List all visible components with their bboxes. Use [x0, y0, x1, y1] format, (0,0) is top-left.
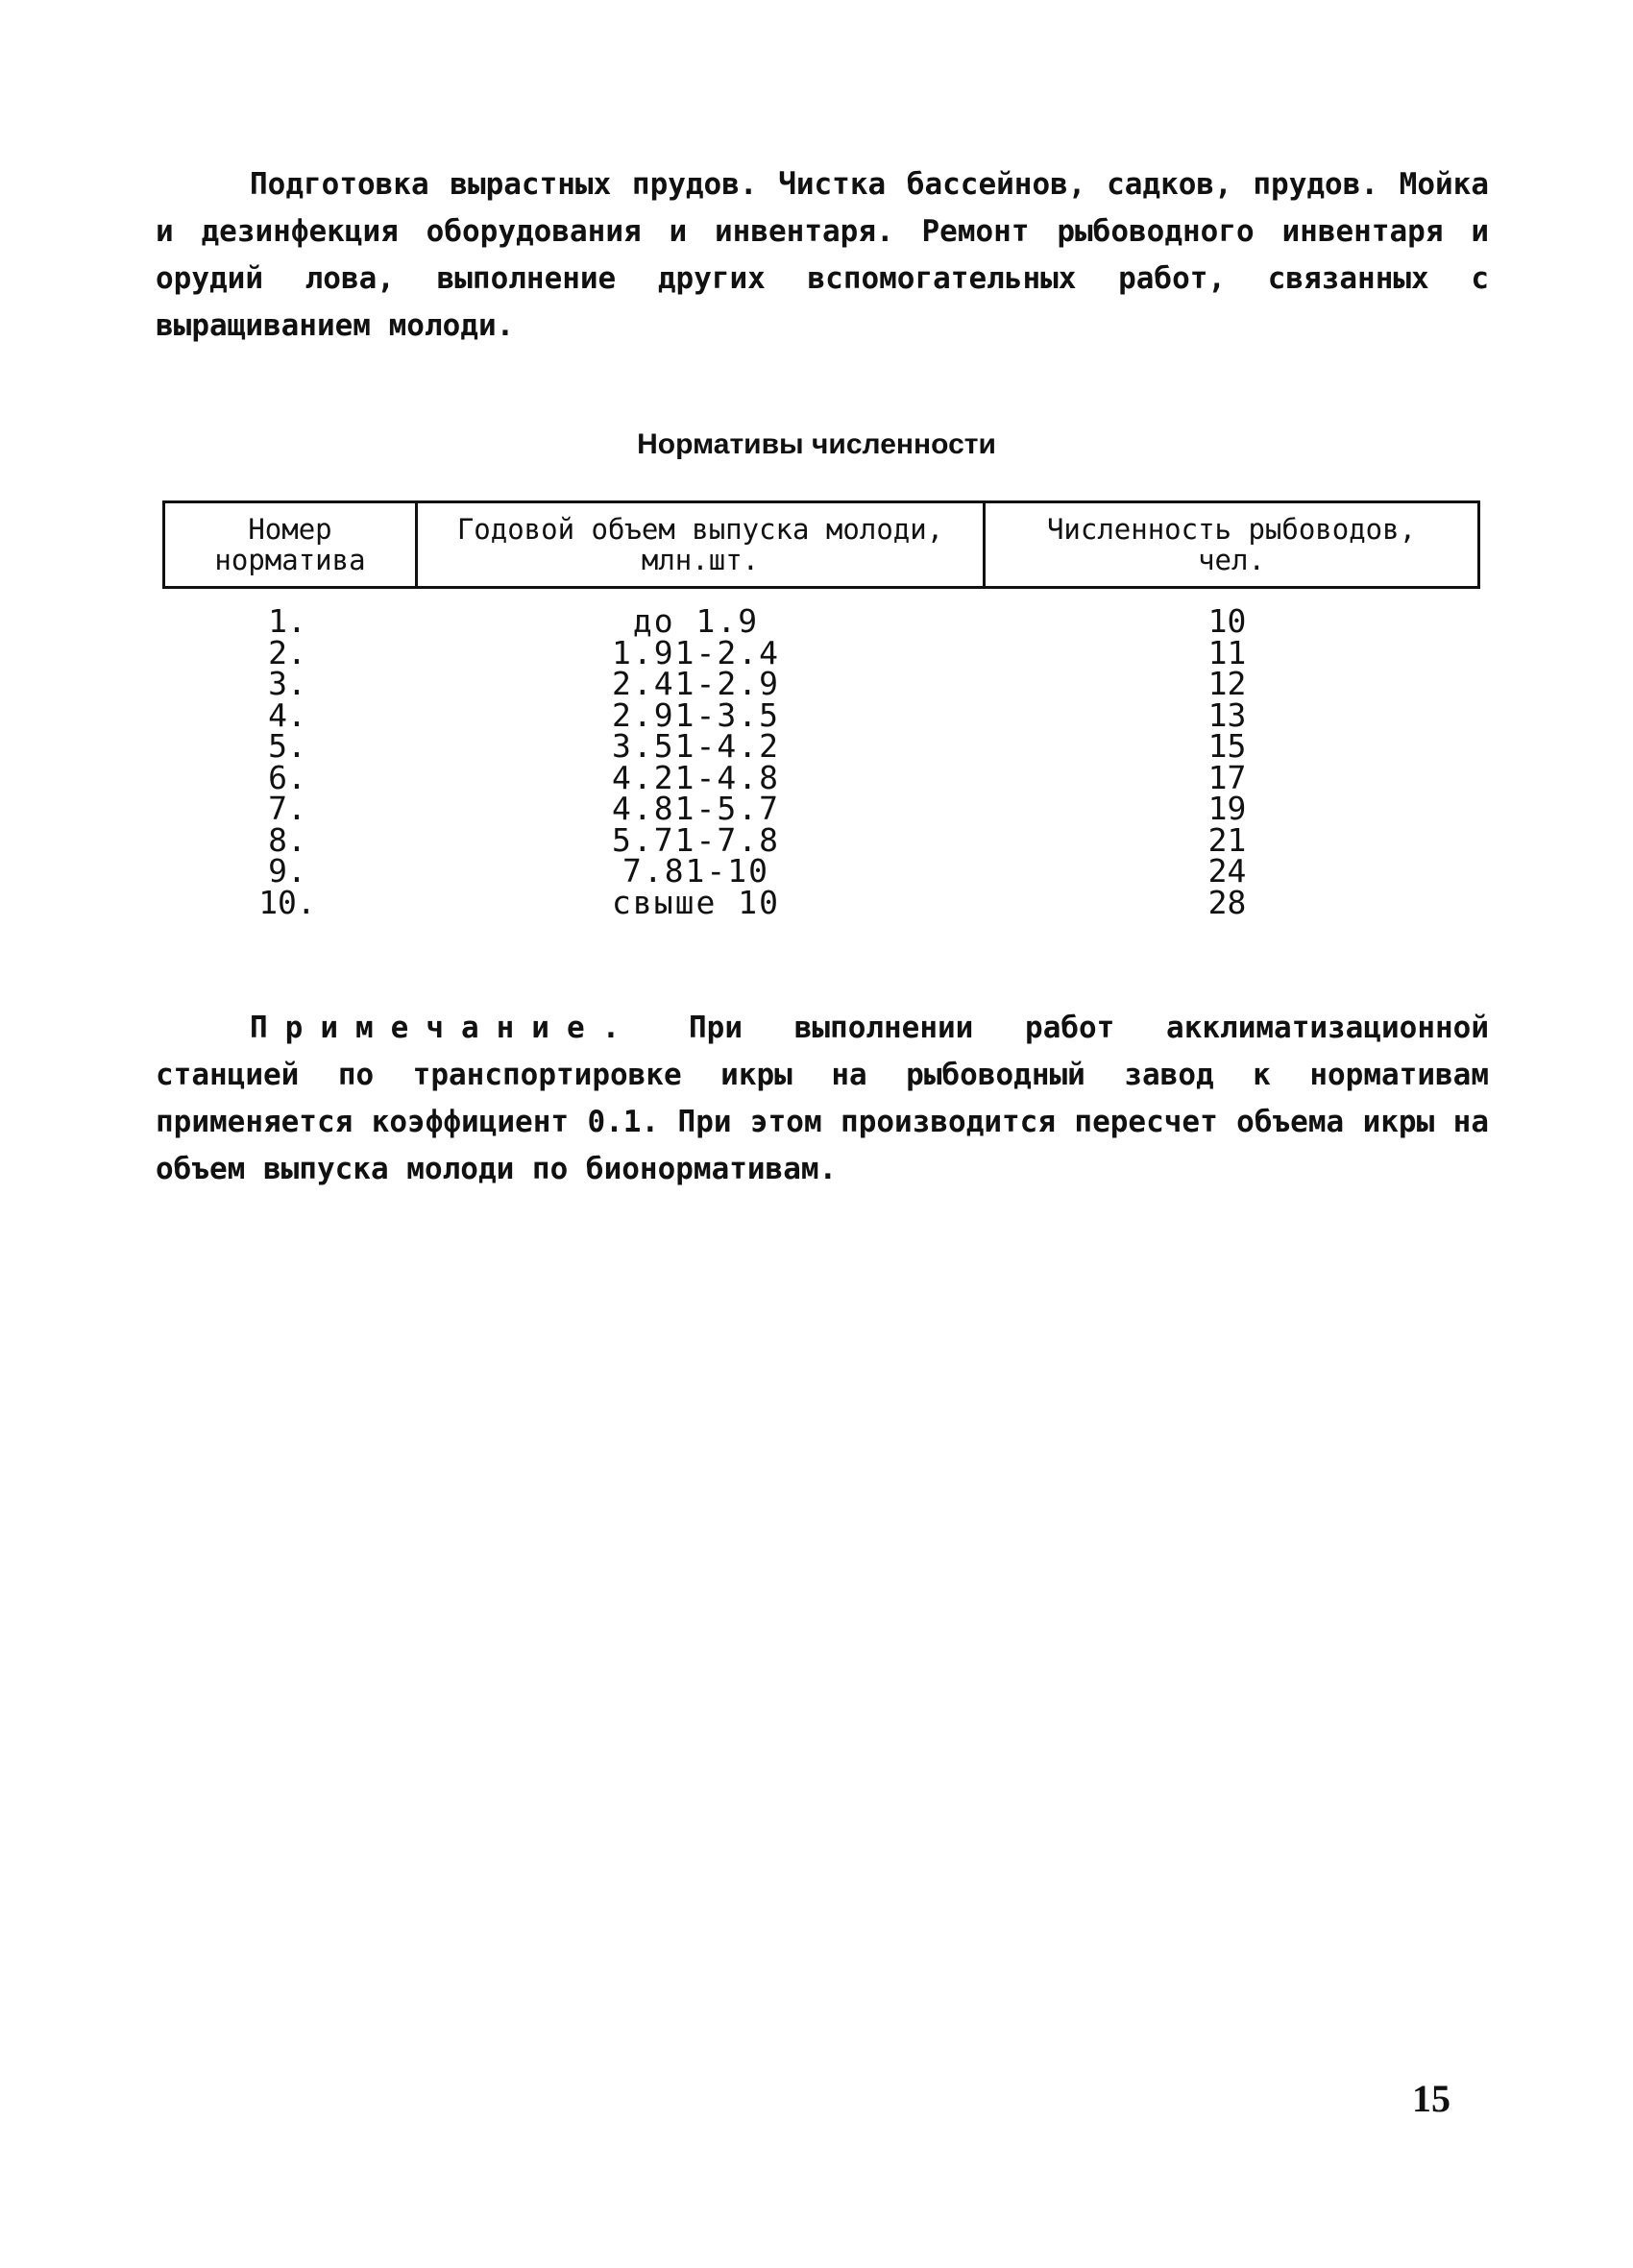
table-row	[162, 758, 1480, 796]
header-staff	[983, 503, 1477, 586]
cell-staff: 13	[1207, 695, 1247, 734]
cell-staff: 10	[1207, 602, 1247, 640]
cell-number: 1.	[268, 602, 306, 640]
cell-number: 8.	[268, 820, 306, 859]
cell-number: 4.	[268, 695, 306, 734]
table-header	[162, 500, 1480, 589]
note-paragraph	[156, 1005, 1489, 1193]
cell-number: 3.	[268, 665, 306, 702]
cell-volume: 3.51-4.2	[612, 727, 780, 765]
cell-staff: 11	[1207, 633, 1247, 671]
intro-paragraph-text: Подготовка вырастных прудов. Чистка бассейнов, садков, прудов. Мойка и дезинфекция оборудования и инвентаря. Ремонт рыбоводного инвентаря и орудий лова, выполнение других вспомогательных работ, связанных с выращиванием молоди.	[156, 167, 1489, 343]
table-row	[162, 820, 1480, 859]
cell-number: 9.	[268, 852, 306, 890]
cell-volume: 2.91-3.5	[612, 695, 780, 734]
header-volume-line2: млн.шт.	[641, 544, 760, 576]
header-number-line1: Номер	[248, 513, 332, 546]
table-row	[162, 633, 1480, 671]
header-volume	[415, 503, 983, 586]
cell-number: 6.	[268, 758, 306, 796]
cell-staff: 12	[1207, 665, 1247, 702]
cell-volume: до 1.9	[632, 602, 760, 640]
cell-volume: 5.71-7.8	[612, 820, 780, 859]
header-number-line2: норматива	[214, 544, 366, 576]
cell-staff: 19	[1207, 790, 1247, 827]
header-volume-line1: Годовой объем выпуска молоди,	[456, 513, 944, 546]
note-text: При выполнении работ акклиматизационной станцией по транспортировке икры на рыбоводный завод к нормативам применяется коэффициент 0.1. При этом производится пересчет объема икры на объем выпуска молоди по бионормативам.	[156, 1011, 1489, 1186]
cell-volume: 2.41-2.9	[612, 665, 780, 702]
cell-volume: 1.91-2.4	[612, 633, 780, 671]
cell-volume: свыше 10	[612, 883, 780, 921]
table-row	[162, 883, 1480, 921]
page-number: 15	[1412, 2077, 1450, 2120]
cell-number: 7.	[268, 790, 306, 827]
cell-staff: 28	[1207, 883, 1247, 921]
cell-staff: 15	[1207, 727, 1247, 765]
header-staff-line2: чел.	[1198, 544, 1265, 576]
cell-volume: 4.21-4.8	[612, 758, 780, 796]
table-row	[162, 602, 1480, 640]
table-row	[162, 665, 1480, 702]
cell-number: 5.	[268, 727, 306, 765]
table-row	[162, 790, 1480, 827]
cell-staff: 24	[1207, 852, 1247, 890]
table-row	[162, 727, 1480, 765]
header-staff-line1: Численность рыбоводов,	[1046, 513, 1417, 546]
cell-staff: 21	[1207, 820, 1247, 859]
table-row	[162, 852, 1480, 890]
table-body	[162, 602, 1480, 921]
intro-paragraph	[156, 161, 1489, 350]
table-title: Нормативы численности	[637, 428, 996, 460]
cell-staff: 17	[1207, 758, 1247, 796]
table-row	[162, 695, 1480, 734]
cell-volume: 4.81-5.7	[612, 790, 780, 827]
cell-volume: 7.81-10	[622, 852, 770, 890]
header-number	[165, 503, 415, 586]
note-lead: Примечание.	[250, 1011, 638, 1045]
cell-number: 10.	[258, 883, 316, 921]
cell-number: 2.	[268, 633, 306, 671]
